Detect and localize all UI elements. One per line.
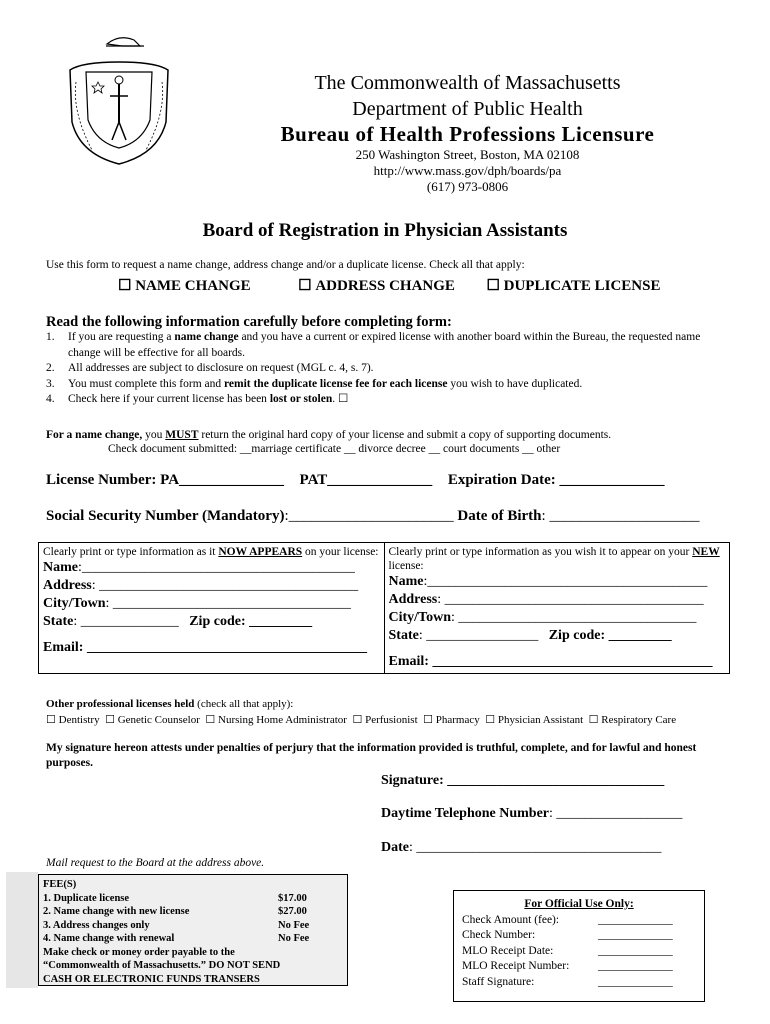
fee-amount: $27.00 (278, 906, 307, 917)
current-info-column (39, 543, 385, 674)
now-appears-emphasis: NOW APPEARS (218, 546, 303, 558)
state-label: State (43, 614, 74, 629)
name-change-checkbox[interactable]: ☐ NAME CHANGE (118, 278, 251, 294)
license-number-field[interactable]: License Number: PA______________ (46, 472, 285, 488)
official-blank: _____________ (598, 944, 673, 957)
ssn-line (46, 508, 699, 525)
state-blank: : ______________ (73, 614, 179, 629)
margin-shade (6, 872, 38, 988)
fee-amount: No Fee (278, 933, 310, 944)
name-blank: :________________________________________ (423, 574, 708, 589)
option-label: Dentistry (58, 714, 100, 726)
pharmacy-checkbox[interactable]: ☐ Pharmacy (423, 714, 480, 726)
other-licenses-options (46, 713, 676, 726)
name-blank: :_______________________________________ (78, 560, 355, 575)
item-text: you wish to have duplicated. (447, 377, 583, 390)
genetic-counselor-checkbox[interactable]: ☐ Genetic Counselor (105, 714, 200, 726)
item-bold: lost or stolen (269, 393, 333, 405)
header-phone: (617) 973-0806 (426, 179, 509, 194)
official-row (462, 928, 696, 944)
current-intro: Clearly print or type information as it (43, 546, 219, 558)
new-email-field[interactable]: Email: ________________________________________ (388, 654, 713, 669)
option-label: Physician Assistant (497, 714, 584, 726)
must-emphasis: MUST (165, 429, 199, 441)
fee-label: 4. Name change with renewal (43, 933, 175, 944)
city-label: City/Town (388, 610, 452, 625)
list-item (46, 330, 716, 361)
item-bold: name change (174, 331, 239, 343)
mail-note: Mail request to the Board at the address above. (46, 857, 265, 869)
option-label: Genetic Counselor (117, 714, 200, 726)
dentistry-checkbox[interactable]: ☐ Dentistry (46, 714, 100, 726)
license-line (46, 472, 664, 489)
name-label: Name (43, 560, 78, 575)
official-label: Check Amount (fee): (462, 913, 560, 926)
fees-box (38, 874, 348, 986)
dob-field[interactable]: : ____________________ (541, 508, 700, 524)
request-type-checkboxes (118, 276, 660, 295)
city-blank: : __________________________________ (105, 596, 351, 611)
list-item (46, 392, 716, 408)
attestation-text: My signature hereon attests under penalties of perjury that the information provided is truthful, complete, and for lawful and honest purposes. (46, 742, 697, 769)
address-change-label: ADDRESS CHANGE (315, 278, 455, 294)
address-blank: : _____________________________________ (91, 578, 359, 593)
board-title: Board of Registration in Physician Assistants (202, 220, 568, 241)
instructions-list (46, 330, 716, 408)
date-label: Date (381, 840, 409, 855)
new-address-field[interactable] (389, 591, 726, 609)
new-state-zip-field[interactable] (389, 627, 726, 645)
header-commonwealth: The Commonwealth of Massachusetts (314, 72, 621, 94)
zip-field: Zip code: _________ (548, 628, 672, 643)
name-change-note (46, 428, 726, 456)
signature-field[interactable]: Signature: _______________________________ (381, 773, 665, 788)
current-address-field[interactable] (43, 577, 380, 595)
option-label: Respiratory Care (601, 714, 677, 726)
fees-note: CASH OR ELECTRONIC FUNDS TRANSERS (43, 973, 260, 985)
option-label: Pharmacy (435, 714, 480, 726)
address-change-checkbox[interactable]: ☐ ADDRESS CHANGE (298, 278, 455, 294)
other-heading-note: (check all that apply): (194, 698, 294, 710)
item-number: 4. (46, 393, 55, 405)
item-text: and you have a current or expired license with another board within the Bureau, the requested name change will be effective for all boards. (68, 331, 701, 359)
nursing-home-administrator-checkbox[interactable]: ☐ Nursing Home Administrator (205, 714, 347, 726)
item-bold: remit the duplicate license fee for each license (224, 377, 448, 390)
official-row (462, 944, 696, 960)
official-label: MLO Receipt Date: (462, 944, 554, 957)
list-item (46, 361, 716, 377)
expiration-date-field[interactable]: Expiration Date: ______________ (447, 472, 665, 488)
note-text: return the original hard copy of your license and submit a copy of supporting documents. (198, 429, 612, 441)
official-title: For Official Use Only: (524, 898, 634, 910)
phone-label: Daytime Telephone Number (381, 806, 549, 821)
phone-blank: : __________________ (549, 806, 683, 821)
current-state-zip-field[interactable] (43, 613, 380, 631)
new-city-field[interactable] (389, 609, 726, 627)
daytime-phone-field[interactable] (381, 806, 682, 822)
date-blank: : ___________________________________ (409, 840, 662, 855)
date-field[interactable] (381, 840, 661, 856)
duplicate-license-label: DUPLICATE LICENSE (503, 278, 661, 294)
item-number: 1. (46, 331, 55, 343)
new-name-field[interactable] (389, 573, 726, 591)
address-blank: : _____________________________________ (437, 592, 704, 607)
header-url[interactable]: http://www.mass.gov/dph/boards/pa (373, 163, 562, 178)
fee-row (43, 919, 343, 933)
new-intro: license: (388, 560, 424, 572)
city-blank: : __________________________________ (451, 610, 697, 625)
fee-label: 2. Name change with new license (43, 906, 190, 917)
current-email-field[interactable]: Email: ________________________________________ (43, 640, 367, 655)
official-label: Check Number: (462, 929, 536, 941)
fee-row (43, 932, 343, 946)
fee-label: 3. Address changes only (43, 919, 150, 931)
current-city-field[interactable] (43, 595, 380, 613)
fee-amount: No Fee (278, 919, 310, 931)
option-label: Perfusionist (365, 714, 418, 726)
duplicate-license-checkbox[interactable]: ☐ DUPLICATE LICENSE (486, 278, 661, 294)
state-label: State (388, 628, 419, 643)
fee-amount: $17.00 (278, 892, 307, 904)
other-licenses-heading (46, 698, 293, 710)
item-text: All addresses are subject to disclosure on request (MGL c. 4, s. 7). (68, 362, 374, 374)
official-row (462, 975, 696, 991)
name-label: Name (388, 574, 424, 589)
ssn-field[interactable]: :______________________ (284, 508, 454, 524)
intro-text: Use this form to request a name change, address change and/or a duplicate license. Check all that apply: (46, 259, 525, 271)
item-text: Check here if your current license has been (68, 393, 270, 405)
perfusionist-checkbox[interactable]: ☐ Perfusionist (352, 714, 418, 726)
city-label: City/Town (43, 596, 106, 611)
official-label: Staff Signature: (462, 975, 535, 988)
item-number: 3. (46, 377, 55, 390)
new-info-column (384, 543, 730, 674)
item-text: If you are requesting a (68, 331, 175, 343)
official-blank: _____________ (598, 975, 673, 988)
name-change-label: NAME CHANGE (135, 278, 251, 294)
document-check-line[interactable]: Check document submitted: __marriage certificate __ divorce decree __ court documents __ other (108, 443, 561, 455)
fee-row (43, 892, 343, 906)
physician-assistant-checkbox[interactable]: ☐ Physician Assistant (485, 714, 584, 726)
official-row (462, 913, 696, 929)
current-intro: on your license: (302, 546, 379, 558)
fee-label: 1. Duplicate license (43, 892, 130, 904)
name-change-bold: For a name change, (46, 429, 143, 441)
note-text: you (142, 429, 166, 441)
fees-heading: FEE(S) (43, 879, 77, 890)
official-blank: _____________ (598, 960, 673, 972)
name-address-table (38, 542, 730, 674)
header-bureau: Bureau of Health Professions Licensure (280, 122, 655, 146)
address-label: Address (388, 592, 438, 607)
fees-note: “Commonwealth of Massachusetts.” DO NOT SEND (43, 960, 281, 971)
other-heading-bold: Other professional licenses held (46, 698, 195, 710)
official-row (462, 959, 696, 975)
official-label: MLO Receipt Number: (462, 960, 570, 972)
official-use-box (453, 890, 705, 1002)
official-blank: _____________ (598, 913, 673, 926)
item-text: . (332, 393, 336, 405)
list-item (46, 377, 716, 393)
read-heading: Read the following information carefully before completing form: (46, 314, 452, 330)
fee-row (43, 905, 343, 919)
item-number: 2. (46, 362, 55, 374)
official-blank: _____________ (598, 929, 673, 941)
header-department: Department of Public Health (352, 98, 583, 120)
address-label: Address (43, 578, 92, 593)
item-text: You must complete this form and (68, 377, 224, 390)
zip-field: Zip code: _________ (189, 614, 313, 629)
current-name-field[interactable] (43, 559, 380, 577)
massachusetts-seal-icon (62, 22, 176, 172)
new-emphasis: NEW (692, 546, 720, 558)
header-address: 250 Washington Street, Boston, MA 02108 (355, 147, 580, 162)
pat-field[interactable]: PAT______________ (299, 472, 433, 488)
option-label: Nursing Home Administrator (218, 714, 347, 726)
lost-stolen-checkbox[interactable]: ☐ (337, 393, 349, 405)
ssn-label: Social Security Number (Mandatory) (46, 508, 285, 524)
state-blank: : ________________ (418, 628, 539, 643)
respiratory-care-checkbox[interactable]: ☐ Respiratory Care (588, 714, 677, 726)
dob-label: Date of Birth (457, 508, 542, 524)
new-intro: Clearly print or type information as you wish it to appear on your (388, 546, 693, 558)
fees-note: Make check or money order payable to the (43, 946, 235, 958)
